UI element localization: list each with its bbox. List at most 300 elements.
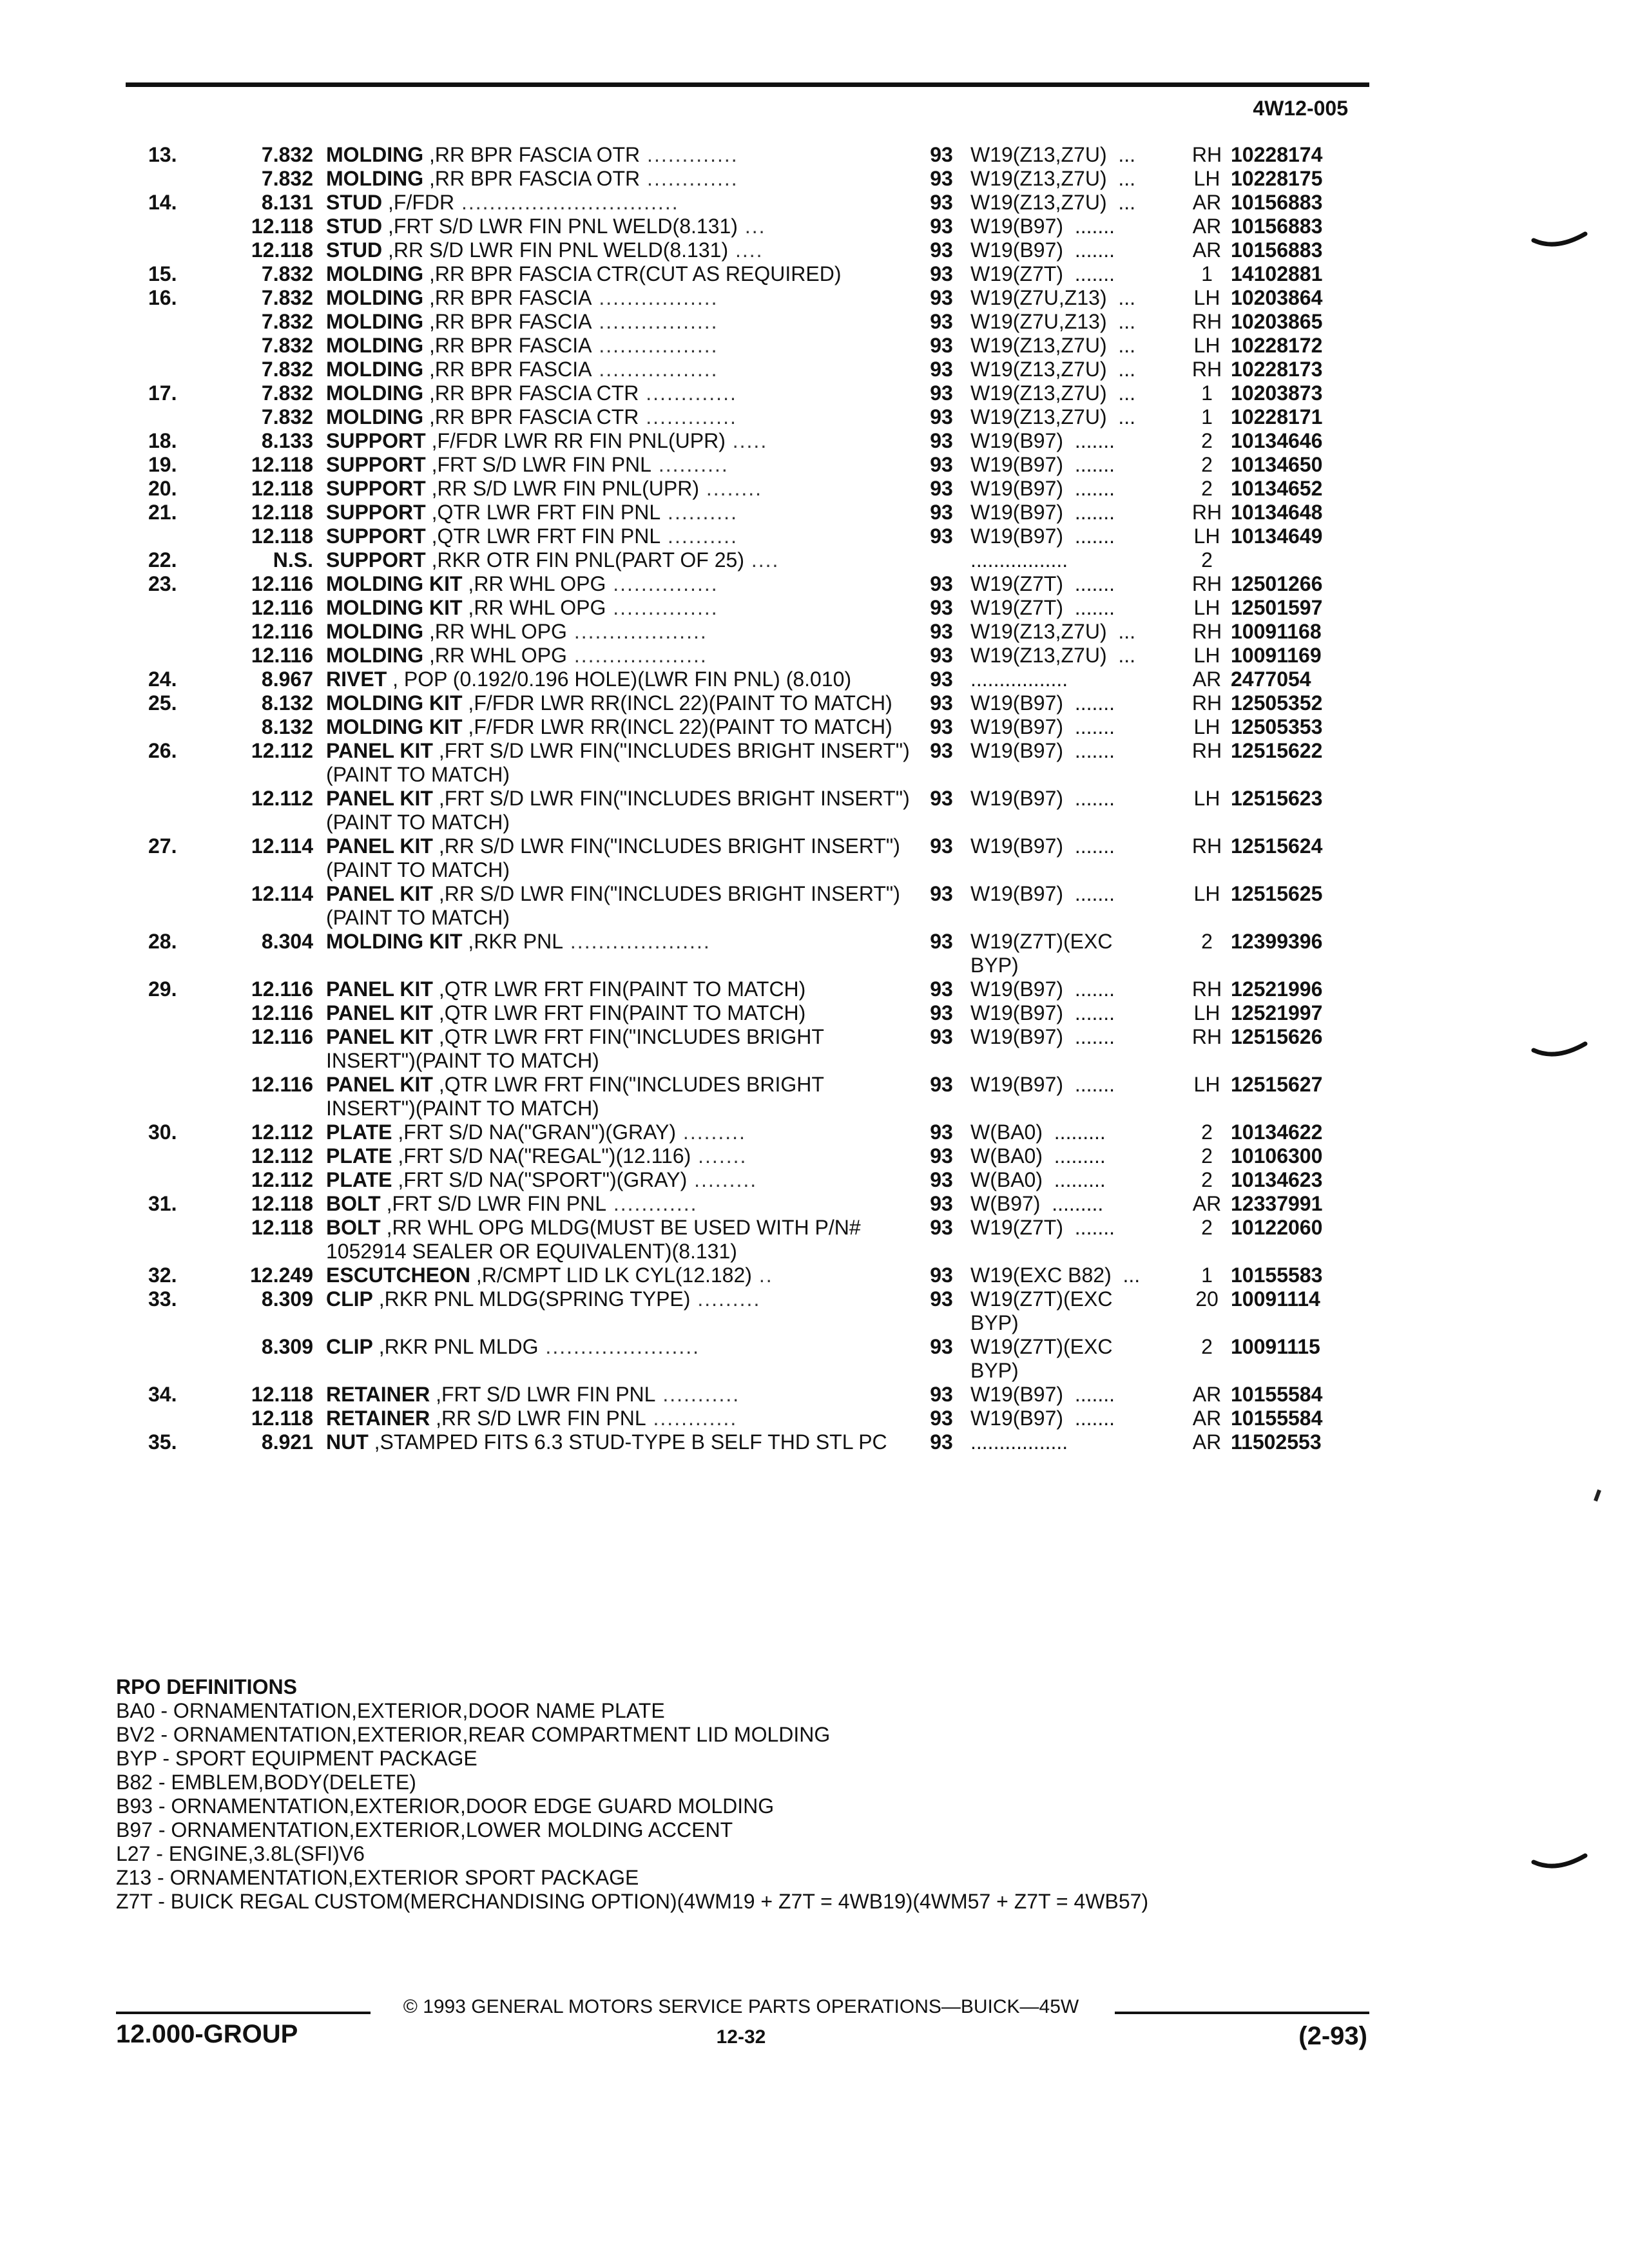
group-number: 12.118: [251, 1192, 313, 1215]
group-number: 12.118: [251, 524, 313, 548]
part-detail: ,FRT S/D LWR FIN PNL WELD(8.131): [382, 215, 738, 238]
model-code: W19(B97) .......: [970, 977, 1115, 1001]
leader-dots: ..........: [651, 453, 729, 476]
part-name: RETAINER: [326, 1383, 430, 1406]
part-name: PANEL KIT: [326, 1001, 433, 1024]
model-year: 93: [930, 405, 953, 428]
part-description: [326, 143, 912, 167]
part-detail: ,FRT S/D LWR FIN("INCLUDES BRIGHT INSERT")(PAINT TO MATCH): [326, 787, 910, 834]
quantity: RH: [1191, 143, 1222, 166]
quantity: RH: [1191, 310, 1222, 333]
part-number: 12515625: [1231, 882, 1323, 905]
part-description: [326, 1383, 912, 1407]
quantity: RH: [1191, 739, 1222, 762]
model-code: W19(B97) .......: [970, 453, 1115, 476]
part-number: 14102881: [1231, 262, 1323, 285]
group-number: 12.118: [251, 1407, 313, 1430]
group-number: 12.118: [251, 215, 313, 238]
quantity: LH: [1193, 787, 1220, 810]
quantity: 2: [1201, 1335, 1213, 1358]
item-number: 13.: [148, 143, 177, 166]
part-name: ESCUTCHEON: [326, 1264, 471, 1287]
model-year: 93: [930, 1025, 953, 1048]
part-number: 12515624: [1231, 834, 1323, 858]
part-name: PANEL KIT: [326, 977, 433, 1001]
group-number: 7.832: [261, 167, 313, 190]
quantity: AR: [1192, 1430, 1222, 1454]
part-detail: ,RR WHL OPG: [462, 572, 606, 595]
part-number: 10228171: [1231, 405, 1323, 428]
part-description: [326, 1192, 912, 1216]
model-year: 93: [930, 1335, 953, 1358]
group-number: 8.967: [261, 668, 313, 691]
group-number: 8.132: [261, 715, 313, 738]
item-number: 28.: [148, 930, 177, 953]
quantity: RH: [1191, 501, 1222, 524]
part-number: 11502553: [1231, 1430, 1322, 1454]
part-name: RIVET: [326, 668, 387, 691]
part-row: [148, 1144, 1373, 1168]
group-number: 12.112: [251, 1144, 313, 1168]
part-detail: ,FRT S/D LWR FIN PNL: [380, 1192, 606, 1215]
leader-dots: ............: [606, 1192, 698, 1215]
quantity: 1: [1201, 381, 1213, 405]
page-code: 4W12-005: [1253, 97, 1348, 120]
part-description: [326, 596, 912, 620]
quantity: AR: [1192, 668, 1222, 691]
model-year: 93: [930, 1407, 953, 1430]
part-number: 10091169: [1231, 644, 1322, 667]
part-name: PLATE: [326, 1144, 392, 1168]
rpo-item: L27 - ENGINE,3.8L(SFI)V6: [116, 1842, 365, 1865]
model-code: W19(Z7T)(EXC BYP): [970, 930, 1113, 977]
quantity: LH: [1193, 334, 1220, 357]
group-number: 8.132: [261, 691, 313, 715]
quantity: LH: [1193, 286, 1220, 309]
model-year: 93: [930, 1168, 953, 1191]
item-number: 27.: [148, 834, 177, 858]
part-name: STUD: [326, 215, 383, 238]
part-name: PANEL KIT: [326, 834, 433, 858]
leader-dots: .....: [725, 429, 768, 452]
part-description: [326, 691, 912, 715]
part-number: 12501266: [1231, 572, 1323, 595]
model-code: W19(Z13,Z7U) ...: [970, 334, 1136, 357]
model-code: W19(Z13,Z7U) ...: [970, 405, 1136, 428]
group-number: 12.118: [251, 238, 313, 262]
model-code: W19(B97) .......: [970, 477, 1115, 500]
part-number: 12337991: [1231, 1192, 1323, 1215]
quantity: RH: [1191, 691, 1222, 715]
part-number: 10134650: [1231, 453, 1323, 476]
part-detail: ,RKR PNL: [462, 930, 564, 953]
group-number: 12.118: [251, 1216, 313, 1239]
part-name: PANEL KIT: [326, 1025, 433, 1048]
part-description: [326, 1430, 912, 1454]
part-row: [148, 691, 1373, 715]
part-number: 12505352: [1231, 691, 1323, 715]
part-row: [148, 381, 1373, 405]
part-detail: ,RR WHL OPG: [423, 644, 567, 667]
model-year: 93: [930, 596, 953, 619]
part-number: 10134646: [1231, 429, 1323, 452]
part-row: [148, 524, 1373, 548]
model-year: 93: [930, 143, 953, 166]
quantity: 2: [1201, 548, 1213, 572]
part-number: 10091114: [1231, 1287, 1320, 1311]
part-row: [148, 1407, 1373, 1430]
part-name: MOLDING KIT: [326, 715, 463, 738]
part-row: [148, 1383, 1373, 1407]
part-number: 10156883: [1231, 238, 1323, 262]
group-number: 8.304: [261, 930, 313, 953]
part-detail: ,RR BPR FASCIA: [423, 334, 592, 357]
part-number: 12515622: [1231, 739, 1323, 762]
quantity: AR: [1192, 191, 1222, 214]
model-year: 93: [930, 191, 953, 214]
part-name: PLATE: [326, 1120, 392, 1144]
quantity: 1: [1201, 1264, 1213, 1287]
quantity: AR: [1192, 215, 1222, 238]
part-detail: ,RR BPR FASCIA CTR: [423, 405, 639, 428]
model-code: W19(Z13,Z7U) ...: [970, 381, 1136, 405]
item-number: 35.: [148, 1430, 177, 1454]
model-code: W(BA0) .........: [970, 1144, 1106, 1168]
part-description: [326, 1025, 912, 1073]
part-row: [148, 668, 1373, 691]
part-row: [148, 1120, 1373, 1144]
quantity: AR: [1192, 238, 1222, 262]
model-year: 93: [930, 1073, 953, 1096]
part-description: [326, 787, 912, 834]
part-description: [326, 548, 912, 572]
part-description: [326, 381, 912, 405]
part-number: 10228175: [1231, 167, 1323, 190]
model-year: 93: [930, 381, 953, 405]
quantity: AR: [1192, 1383, 1222, 1406]
leader-dots: ...............: [606, 572, 718, 595]
part-row: [148, 1073, 1373, 1120]
part-detail: ,RKR OTR FIN PNL(PART OF 25): [425, 548, 744, 572]
model-code: W19(Z7T) .......: [970, 1216, 1115, 1239]
part-name: MOLDING: [326, 262, 424, 285]
group-number: 12.118: [251, 477, 313, 500]
rpo-item: Z7T - BUICK REGAL CUSTOM(MERCHANDISING OPTION)(4WM19 + Z7T = 4WB19)(4WM57 + Z7T = 4WB57): [116, 1890, 1149, 1913]
rpo-item: BA0 - ORNAMENTATION,EXTERIOR,DOOR NAME PLATE: [116, 1699, 665, 1722]
leader-dots: .........: [687, 1168, 758, 1191]
leader-dots: ..........: [660, 501, 738, 524]
check-mark-icon: [1530, 1850, 1588, 1876]
group-number: 12.116: [251, 977, 313, 1001]
quantity: 2: [1201, 930, 1213, 953]
part-detail: ,RR S/D LWR FIN PNL: [430, 1407, 646, 1430]
model-code: W19(B97) .......: [970, 715, 1115, 738]
part-number: 10203865: [1231, 310, 1323, 333]
item-number: 24.: [148, 668, 177, 691]
model-code: W19(B97) .......: [970, 787, 1115, 810]
model-year: 93: [930, 358, 953, 381]
part-row: [148, 310, 1373, 334]
model-year: 93: [930, 524, 953, 548]
leader-dots: .......: [691, 1144, 747, 1168]
part-row: [148, 358, 1373, 381]
item-number: 18.: [148, 429, 177, 452]
check-mark-icon: [1530, 229, 1588, 255]
group-number: N.S.: [273, 548, 313, 572]
part-row: [148, 548, 1373, 572]
part-description: [326, 644, 912, 668]
model-code: .................: [970, 668, 1068, 691]
part-row: [148, 143, 1373, 167]
item-number: 29.: [148, 977, 177, 1001]
model-code: W19(Z13,Z7U) ...: [970, 191, 1136, 214]
quantity: 2: [1201, 429, 1213, 452]
part-description: [326, 310, 912, 334]
part-name: CLIP: [326, 1287, 373, 1311]
leader-dots: ......................: [538, 1335, 700, 1358]
leader-dots: ..: [751, 1264, 773, 1287]
part-detail: ,RR WHL OPG MLDG(MUST BE USED WITH P/N# 1052914 SEALER OR EQUIVALENT)(8.131): [326, 1216, 861, 1263]
model-year: 93: [930, 1120, 953, 1144]
part-detail: ,QTR LWR FRT FIN("INCLUDES BRIGHT INSERT")(PAINT TO MATCH): [326, 1025, 824, 1072]
quantity: AR: [1192, 1192, 1222, 1215]
model-year: 93: [930, 286, 953, 309]
model-code: W19(B97) .......: [970, 524, 1115, 548]
part-row: [148, 191, 1373, 215]
model-year: 93: [930, 668, 953, 691]
model-code: W19(B97) .......: [970, 739, 1115, 762]
part-name: NUT: [326, 1430, 369, 1454]
part-detail: ,RR BPR FASCIA OTR: [423, 143, 641, 166]
part-name: MOLDING: [326, 644, 424, 667]
part-name: MOLDING: [326, 286, 424, 309]
part-name: PLATE: [326, 1168, 392, 1191]
part-detail: ,RR S/D LWR FIN PNL(UPR): [425, 477, 699, 500]
part-number: 10156883: [1231, 191, 1323, 214]
part-detail: ,QTR LWR FRT FIN("INCLUDES BRIGHT INSERT")(PAINT TO MATCH): [326, 1073, 824, 1120]
model-year: 93: [930, 787, 953, 810]
part-name: MOLDING: [326, 358, 424, 381]
group-number: 8.133: [261, 429, 313, 452]
leader-dots: .............: [639, 381, 737, 405]
group-number: 12.116: [251, 644, 313, 667]
group-number: 7.832: [261, 310, 313, 333]
part-number: 12515626: [1231, 1025, 1323, 1048]
part-row: [148, 477, 1373, 501]
part-description: [326, 334, 912, 358]
group-number: 8.309: [261, 1335, 313, 1358]
part-description: [326, 501, 912, 524]
leader-dots: .........: [676, 1120, 746, 1144]
model-year: 93: [930, 977, 953, 1001]
model-code: W19(B97) .......: [970, 215, 1115, 238]
model-year: 93: [930, 429, 953, 452]
model-year: 93: [930, 834, 953, 858]
part-detail: ,RR BPR FASCIA: [423, 286, 592, 309]
part-row: [148, 787, 1373, 834]
part-description: [326, 191, 912, 215]
page-number: 12-32: [716, 2026, 766, 2048]
part-row: [148, 453, 1373, 477]
part-description: [326, 1144, 912, 1168]
model-year: 93: [930, 1216, 953, 1239]
part-row: [148, 1192, 1373, 1216]
part-name: RETAINER: [326, 1407, 430, 1430]
leader-dots: ...............: [606, 596, 718, 619]
part-detail: ,STAMPED FITS 6.3 STUD-TYPE B SELF THD STL PC: [368, 1430, 887, 1454]
part-detail: ,F/FDR LWR RR FIN PNL(UPR): [425, 429, 726, 452]
item-number: 33.: [148, 1287, 177, 1311]
model-code: W19(Z13,Z7U) ...: [970, 167, 1136, 190]
quantity: RH: [1191, 620, 1222, 643]
part-detail: ,RR S/D LWR FIN("INCLUDES BRIGHT INSERT")(PAINT TO MATCH): [326, 834, 900, 881]
part-detail: ,FRT S/D NA("GRAN")(GRAY): [392, 1120, 677, 1144]
part-description: [326, 1407, 912, 1430]
rpo-title: RPO DEFINITIONS: [116, 1675, 297, 1698]
leader-dots: .................: [592, 310, 718, 333]
item-number: 20.: [148, 477, 177, 500]
leader-dots: ............: [646, 1407, 738, 1430]
group-number: 12.114: [251, 834, 313, 858]
group-number: 8.131: [261, 191, 313, 214]
model-year: 93: [930, 334, 953, 357]
part-detail: ,RR WHL OPG: [423, 620, 567, 643]
model-code: W(BA0) .........: [970, 1120, 1106, 1144]
part-name: MOLDING: [326, 167, 424, 190]
quantity: 2: [1201, 477, 1213, 500]
group-number: 12.116: [251, 596, 313, 619]
item-number: 15.: [148, 262, 177, 285]
part-detail: ,QTR LWR FRT FIN(PAINT TO MATCH): [432, 1001, 806, 1024]
leader-dots: .........: [690, 1287, 761, 1311]
model-code: W19(B97) .......: [970, 691, 1115, 715]
rpo-item: BYP - SPORT EQUIPMENT PACKAGE: [116, 1747, 477, 1770]
item-number: 16.: [148, 286, 177, 309]
part-row: [148, 596, 1373, 620]
leader-dots: .................: [592, 358, 718, 381]
item-number: 25.: [148, 691, 177, 715]
part-description: [326, 715, 912, 739]
part-detail: ,RKR PNL MLDG: [372, 1335, 539, 1358]
part-name: MOLDING: [326, 405, 424, 428]
part-number: 10155584: [1231, 1407, 1323, 1430]
part-row: [148, 882, 1373, 930]
part-number: 2477054: [1231, 668, 1311, 691]
model-code: W19(B97) .......: [970, 1407, 1115, 1430]
model-year: 93: [930, 477, 953, 500]
part-number: 10203864: [1231, 286, 1323, 309]
quantity: 2: [1201, 1216, 1213, 1239]
part-description: [326, 405, 912, 429]
part-row: [148, 1264, 1373, 1287]
part-name: SUPPORT: [326, 429, 426, 452]
part-detail: ,R/CMPT LID LK CYL(12.182): [470, 1264, 752, 1287]
quantity: 2: [1201, 453, 1213, 476]
quantity: LH: [1193, 715, 1220, 738]
part-description: [326, 930, 912, 954]
model-code: .................: [970, 548, 1068, 572]
part-detail: , POP (0.192/0.196 HOLE)(LWR FIN PNL) (8.010): [387, 668, 852, 691]
leader-dots: .............: [640, 167, 738, 190]
quantity: LH: [1193, 644, 1220, 667]
leader-dots: ...................: [566, 644, 708, 667]
date-code: (2-93): [1298, 2022, 1367, 2050]
model-code: W(BA0) .........: [970, 1168, 1106, 1191]
quantity: LH: [1193, 1073, 1220, 1096]
model-code: W19(B97) .......: [970, 429, 1115, 452]
part-description: [326, 238, 912, 262]
part-name: SUPPORT: [326, 501, 426, 524]
leader-dots: ...........: [655, 1383, 740, 1406]
part-description: [326, 286, 912, 310]
quantity: RH: [1191, 977, 1222, 1001]
model-year: 93: [930, 1383, 953, 1406]
part-name: BOLT: [326, 1192, 381, 1215]
footer-rule-right: [1115, 2012, 1369, 2014]
part-description: [326, 429, 912, 453]
quantity: LH: [1193, 524, 1220, 548]
part-row: [148, 644, 1373, 668]
part-name: CLIP: [326, 1335, 373, 1358]
quantity: LH: [1193, 1001, 1220, 1024]
part-description: [326, 1073, 912, 1120]
model-code: W19(Z7T)(EXC BYP): [970, 1335, 1113, 1382]
model-year: 93: [930, 1264, 953, 1287]
rpo-definitions: [116, 1675, 1405, 1914]
part-name: MOLDING: [326, 310, 424, 333]
part-name: STUD: [326, 191, 383, 214]
part-row: [148, 715, 1373, 739]
item-number: 31.: [148, 1192, 177, 1215]
item-number: 22.: [148, 548, 177, 572]
quantity: RH: [1191, 572, 1222, 595]
part-row: [148, 286, 1373, 310]
group-number: 12.116: [251, 1073, 313, 1096]
part-detail: ,RR S/D LWR FIN PNL WELD(8.131): [382, 238, 729, 262]
part-detail: ,RR BPR FASCIA: [423, 358, 592, 381]
part-number: 10091168: [1231, 620, 1322, 643]
model-year: 93: [930, 215, 953, 238]
group-number: 12.112: [251, 1168, 313, 1191]
model-code: W19(B97) .......: [970, 834, 1115, 858]
part-name: MOLDING: [326, 381, 424, 405]
part-name: MOLDING KIT: [326, 596, 463, 619]
leader-dots: .............: [640, 143, 738, 166]
part-detail: ,FRT S/D LWR FIN PNL: [430, 1383, 656, 1406]
item-number: 21.: [148, 501, 177, 524]
part-description: [326, 215, 912, 238]
part-number: 10156883: [1231, 215, 1323, 238]
quantity: 2: [1201, 1168, 1213, 1191]
group-number: 12.112: [251, 787, 313, 810]
part-description: [326, 1287, 912, 1311]
model-year: 93: [930, 238, 953, 262]
model-year: 93: [930, 1430, 953, 1454]
part-row: [148, 429, 1373, 453]
group-number: 7.832: [261, 143, 313, 166]
quantity: 1: [1201, 262, 1213, 285]
group-number: 12.116: [251, 1025, 313, 1048]
part-number: 10134649: [1231, 524, 1323, 548]
rpo-item: BV2 - ORNAMENTATION,EXTERIOR,REAR COMPARTMENT LID MOLDING: [116, 1723, 831, 1746]
quantity: AR: [1192, 1407, 1222, 1430]
part-row: [148, 1001, 1373, 1025]
part-number: 10228174: [1231, 143, 1323, 166]
part-row: [148, 334, 1373, 358]
item-number: 23.: [148, 572, 177, 595]
model-code: W19(Z7T) .......: [970, 572, 1115, 595]
group-label: 12.000-GROUP: [116, 2020, 298, 2048]
